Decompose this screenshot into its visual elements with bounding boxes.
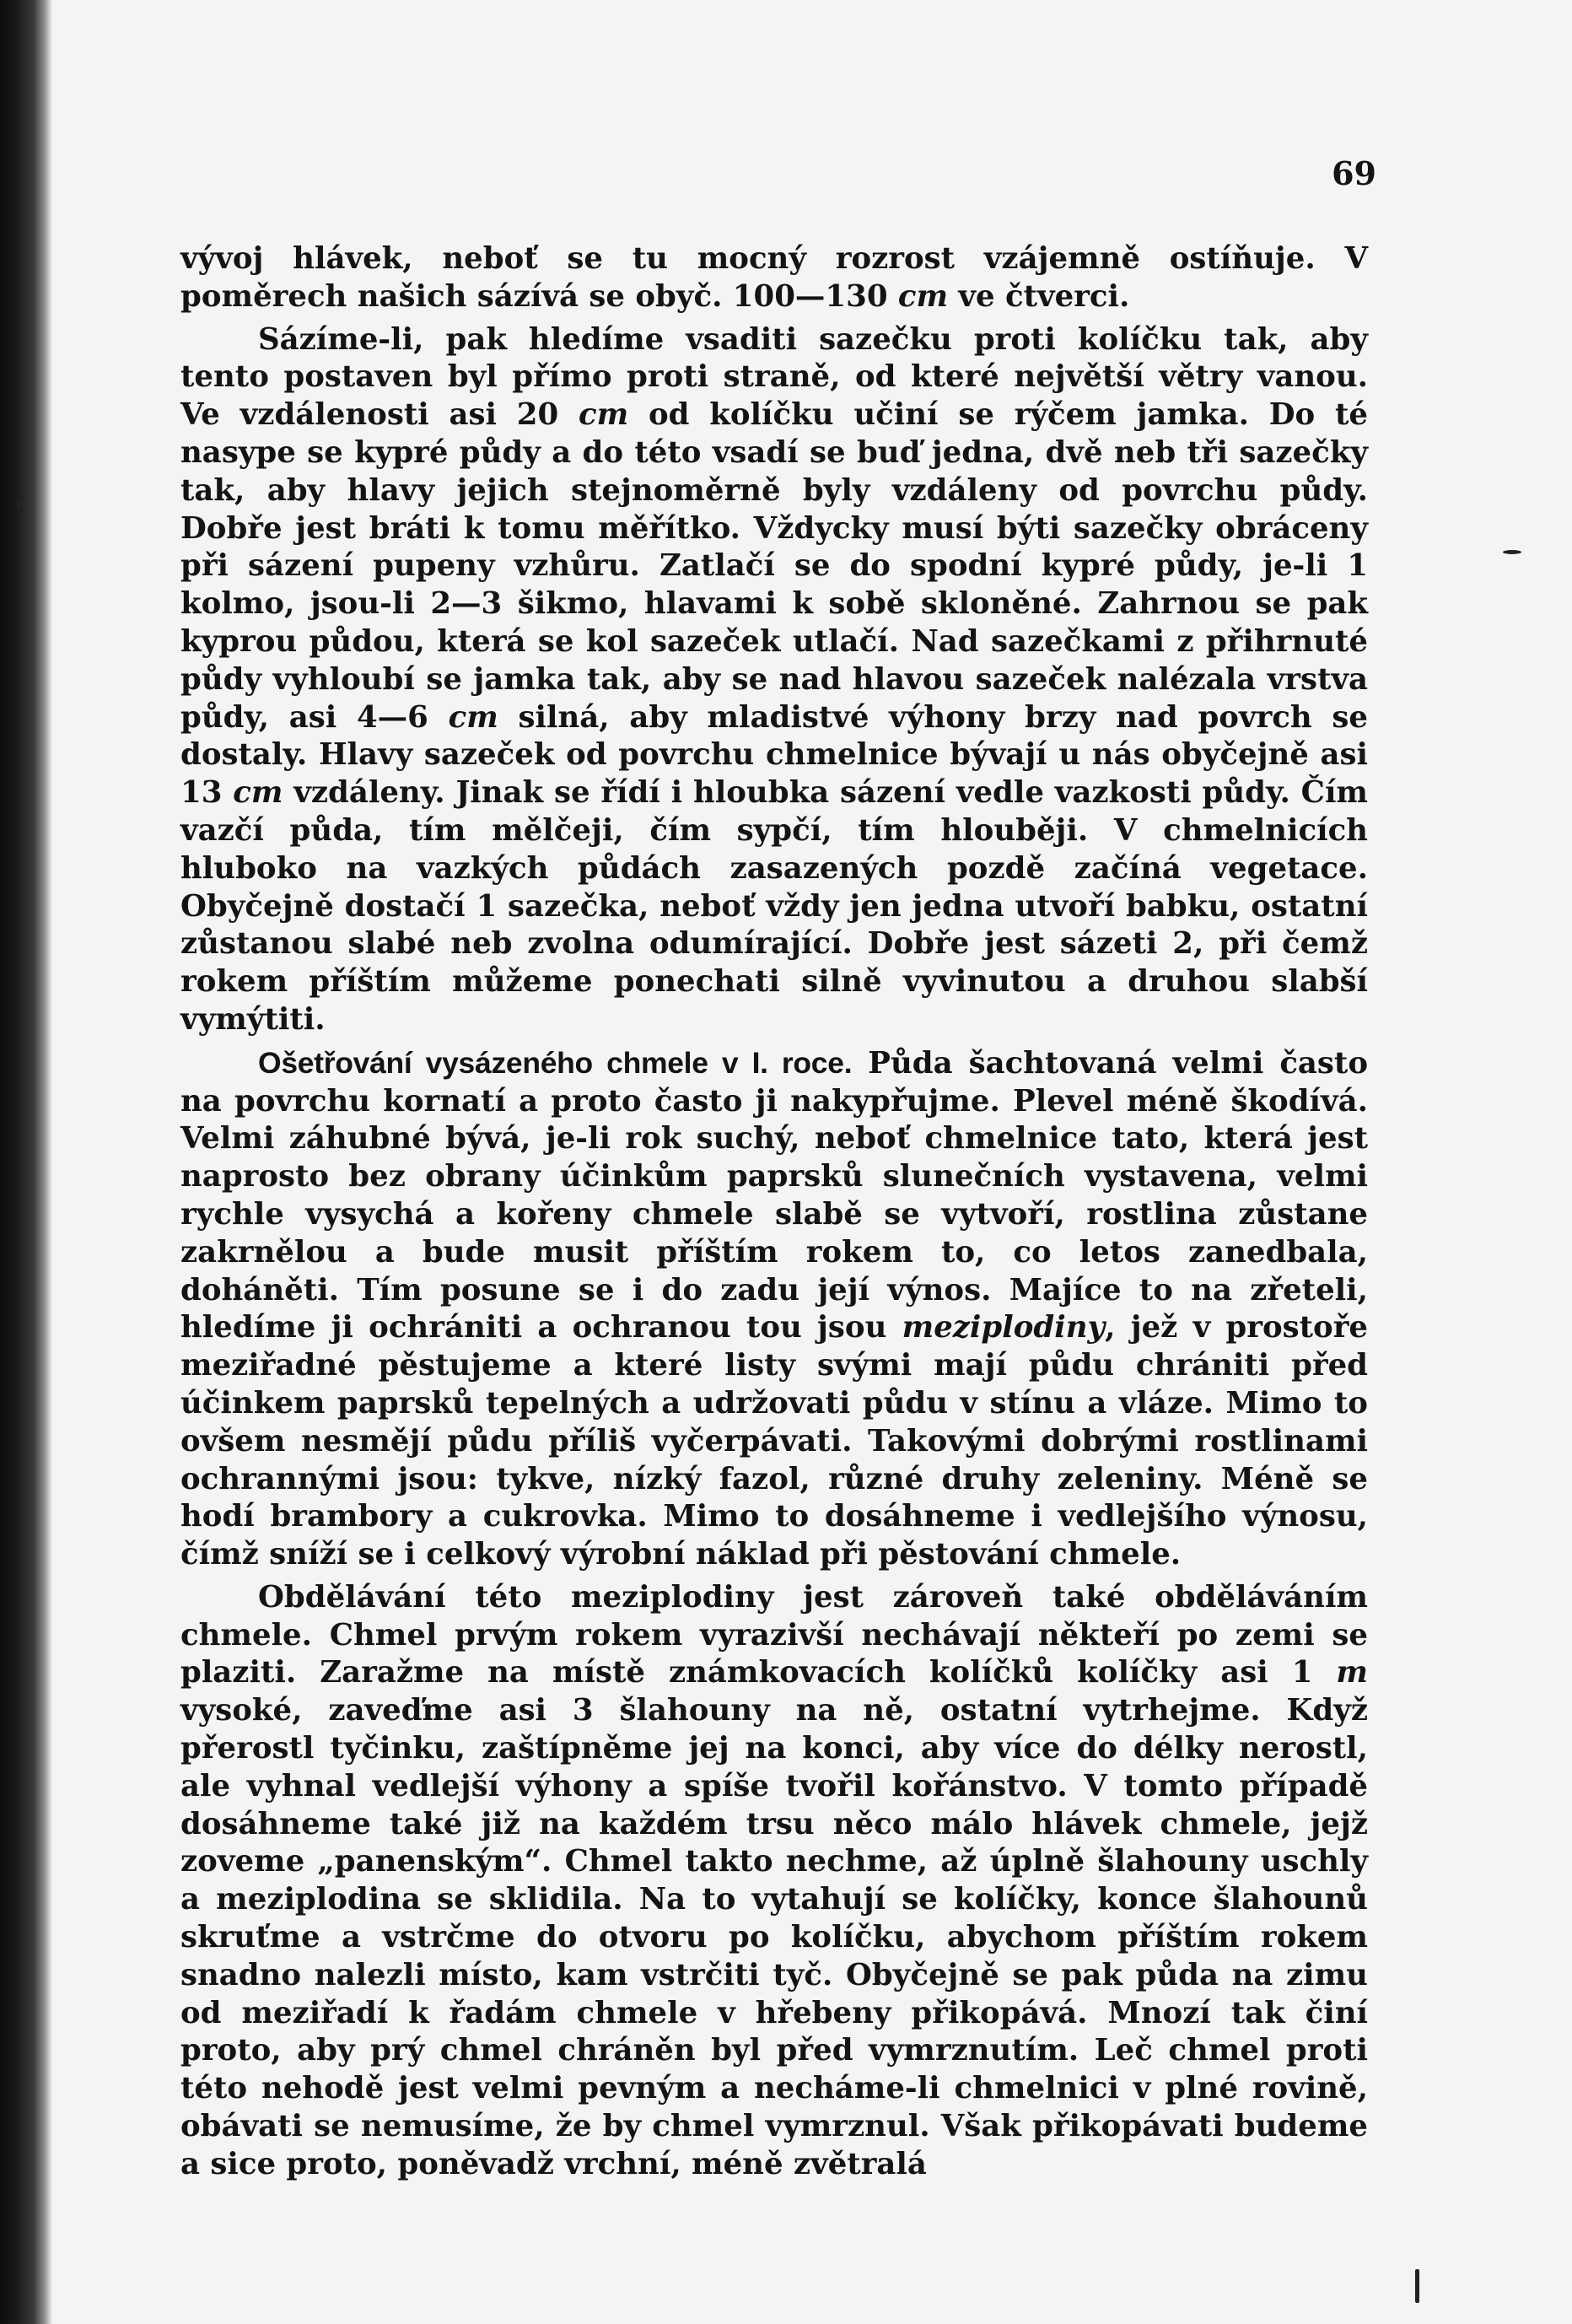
text-run: Sázíme-li, pak hledíme vsaditi sazečku proti kolíčku tak, aby tento postaven byl přímo proti straně, od které největší větry vanou. Ve vzdálenosti asi 20: [180, 321, 1368, 433]
text-run: , jež v prostoře meziřadné pěstujeme a které listy svými mají půdu chrániti před účinkem paprsků tepelných a udržovati půdu v stínu a vláze. Mimo to ovšem nesmějí půdu příliš vyčerpávati. Takovými dobrými rostlinami ochrannými jsou: tykve, nízký fazol, různé druhy zeleniny. Méně se hodí brambory a cukrovka. Mimo to dosáhneme i vedlejšího výnosu, čímž sníží se i celkový výrobní náklad při pěstování chmele.: [180, 1310, 1368, 1572]
italic-term: meziplodiny: [902, 1310, 1106, 1345]
text-run: Obdělávání této meziplodiny jest zároveň také obděláváním chmele. Chmel prvým rokem vyrazivší nechávají někteří po zemi se plaziti. Zaražme na místě známkovacích kolíčků kolíčky asi 1: [180, 1579, 1368, 1690]
italic-term: cm: [578, 397, 629, 433]
page-binding-edge: [0, 0, 52, 2324]
margin-speck: [17, 499, 22, 510]
italic-term: cm: [448, 699, 498, 735]
paragraph: [180, 240, 1368, 316]
text-run: silná, aby mladistvé výhony brzy nad povrch se dostaly. Hlavy sazeček od povrchu chmelnice bývají u nás obyčejně asi 13: [180, 699, 1368, 811]
page-number: 69: [1332, 154, 1376, 192]
italic-term: cm: [233, 775, 283, 811]
italic-term: cm: [897, 278, 949, 314]
margin-speck: [1503, 550, 1521, 554]
text-run: od kolíčku učiní se rýčem jamka. Do té nasype se kypré půdy a do této vsadí se buď jedna, dvě neb tři sazečky tak, aby hlavy jejich stejnoměrně byly vzdáleny od povrchu půdy. Dobře jest bráti k tomu měřítko. Vždycky musí býti sazečky obráceny při sázení pupeny vzhůru. Zatlačí se do spodní kypré půdy, je-li 1 kolmo, jsou-li 2—3 šikmo, hlavami k sobě skloněné. Zahrnou se pak kyprou půdou, která se kol sazeček utlačí. Nad sazečkami z přihrnuté půdy vyhloubí se jamka tak, aby se nad hlavou sazeček nalézala vrstva půdy, asi 4—6: [180, 397, 1368, 735]
paragraph: [180, 321, 1368, 1039]
text-run: vzdáleny. Jinak se řídí i hloubka sázení vedle vazkosti půdy. Čím vazčí půda, tím mělčeji, čím sypčí, tím hlouběji. V chmelnicích hluboko na vazkých půdách zasazených pozdě začíná vegetace. Obyčejně dostačí 1 sazečka, neboť vždy jen jedna utvoří babku, ostatní zůstanou slabé neb zvolna odumírající. Dobře jest sázeti 2, při čemž rokem příštím můžeme ponechati silně vyvinutou a druhou slabší vymýtiti.: [180, 775, 1368, 1037]
text-run: vysoké, zaveďme asi 3 šlahouny na ně, ostatní vytrhejme. Když přerostl tyčinku, zaštípněme jej na konci, aby více do délky nerostl, ale vyhnal vedlejší výhony a spíše tvořil kořánstvo. V tomto případě dosáhneme také již na každém trsu něco málo hlávek chmele, jejž zoveme „panenským“. Chmel takto nechme, až úplně šlahouny uschly a meziplodina se sklidila. Na to vytahují se kolíčky, konce šlahounů skruťme a vstrčme do otvoru po kolíčku, abychom příštím rokem snadno nalezli místo, kam vstrčiti tyč. Obyčejně se pak půda na zimu od meziřadí k řadám chmele v hřebeny přikopává. Mnozí tak činí proto, aby prý chmel chráněn byl před vymrznutím. Leč chmel proti této nehodě jest velmi pevným a necháme-li chmelnici v plné rovině, obávati se nemusíme, že by chmel vymrznul. Však přikopávati budeme a sice proto, poněvadž vrchní, méně zvětralá: [180, 1693, 1368, 2181]
margin-speck: [1415, 2269, 1419, 2303]
page-text-body: [180, 240, 1368, 2184]
text-run: Půda šachtovaná velmi často na povrchu kornatí a proto často ji nakypřujme. Plevel méně škodívá. Velmi záhubné bývá, je-li rok suchý, neboť chmelnice tato, která jest naprosto bez obrany účinkům paprsků slunečních vystavena, velmi rychle vysychá a kořeny chmele slabě se vytvoří, rostlina zůstane zakrnělou a bude musit příštím rokem to, co letos zanedbala, doháněti. Tím posune se i do zadu její výnos. Majíce to na zřeteli, hledíme ji ochrániti a ochranou tou jsou: [180, 1045, 1368, 1345]
section-heading: Ošetřování vysázeného chmele v I. roce.: [258, 1045, 853, 1080]
paragraph: [180, 1044, 1368, 1574]
paragraph: [180, 1579, 1368, 2184]
text-run: ve čtverci.: [948, 278, 1130, 314]
italic-term: m: [1336, 1655, 1368, 1690]
text-run: vývoj hlávek, neboť se tu mocný rozrost vzájemně ostíňuje. V poměrech našich sázívá se obyč. 100—130: [180, 241, 1368, 314]
